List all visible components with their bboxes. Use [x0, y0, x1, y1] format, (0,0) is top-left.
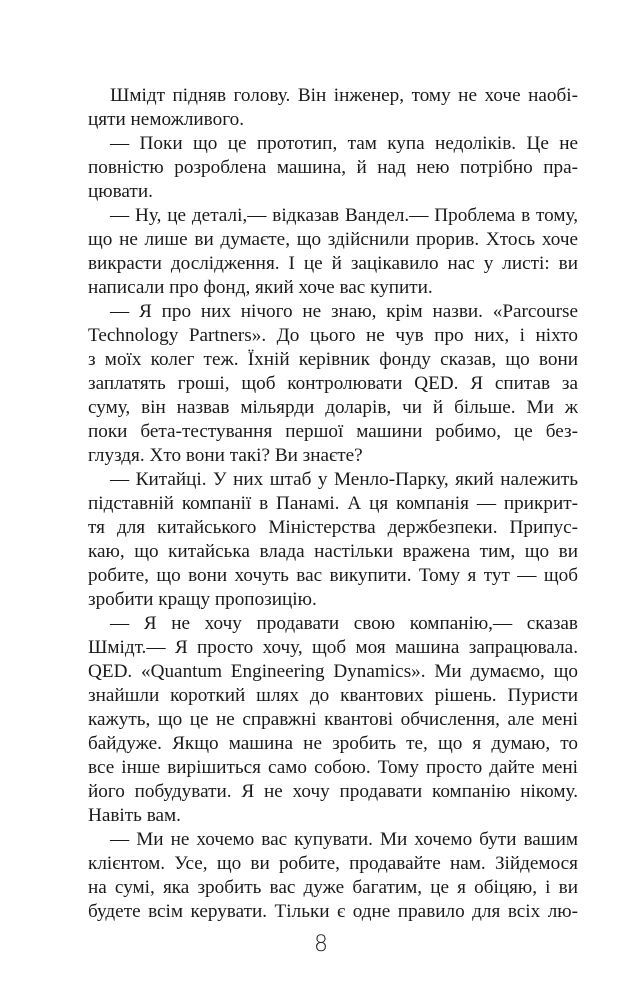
text-line: — Ми не хочемо вас купувати. Ми хочемо бути вашим	[110, 829, 578, 850]
text-line: поки бета-тестування першої машини робимо, це без-	[88, 421, 578, 442]
text-line: робите, що вони хочуть вас викупити. Тому я тут — щоб	[88, 565, 578, 586]
text-line: написали про фонд, який хоче вас купити.	[88, 277, 433, 298]
text-line: байдуже. Якщо машина не зробить те, що я думаю, то	[88, 733, 578, 754]
text-line: що не лише ви думаєте, що здійснили прорив. Хтось хоче	[88, 229, 578, 250]
text-line: знайшли короткий шлях до квантових рішень. Пуристи	[88, 685, 578, 706]
paragraph	[88, 612, 578, 828]
page-number: 8	[314, 932, 328, 957]
text-line: — Ну, це деталі,— відказав Вандел.— Проблема в тому,	[110, 205, 578, 226]
paragraph	[88, 132, 578, 204]
paragraph	[88, 828, 578, 924]
text-line: — Поки що це прототип, там купа недоліків. Це не	[110, 133, 578, 154]
text-line: — Китайці. У них штаб у Менло-Парку, який належить	[110, 469, 578, 490]
paragraph	[88, 468, 578, 612]
text-line: заплатять гроші, щоб контролювати QED. Я спитав за	[88, 373, 578, 394]
text-line: його побудувати. Я не хочу продавати компанію нікому.	[88, 781, 578, 802]
text-line: суму, він назвав мільярди доларів, чи й більше. Ми ж	[88, 397, 578, 418]
text-line: Шмідт підняв голову. Він інженер, тому не хоче наобі-	[110, 85, 578, 106]
paragraph	[88, 204, 578, 300]
text-line: тя для китайського Міністерства держбезпеки. Припус-	[88, 517, 578, 538]
text-line: на сумі, яка зробить вас дуже багатим, це я обіцяю, і ви	[88, 877, 578, 898]
text-line: все інше вирішиться само собою. Тому просто дайте мені	[88, 757, 578, 778]
text-line: з моїх колег теж. Їхній керівник фонду сказав, що вони	[88, 349, 578, 370]
text-line: цювати.	[88, 181, 153, 202]
text-line: каю, що китайська влада настільки вражена тим, що ви	[88, 541, 578, 562]
text-line: QED. «Quantum Engineering Dynamics». Ми думаємо, що	[88, 661, 578, 682]
book-page-text	[88, 84, 578, 924]
text-line: цяти неможливого.	[88, 109, 244, 130]
text-line: глуздя. Хто вони такі? Ви знаєте?	[88, 445, 363, 466]
paragraph	[88, 84, 578, 132]
text-line: підставній компанії в Панамі. А ця компанія — прикрит-	[88, 493, 578, 514]
text-line: повністю розроблена машина, й над нею потрібно пра-	[88, 157, 578, 178]
paragraph	[88, 300, 578, 468]
text-line: викрасти дослідження. І це й зацікавило нас у листі: ви	[88, 253, 578, 274]
text-line: кажуть, що це не справжні квантові обчислення, але мені	[88, 709, 578, 730]
text-line: — Я не хочу продавати свою компанію,— сказав	[110, 613, 578, 634]
text-line: Technology Partners». До цього не чув про них, і ніхто	[88, 325, 578, 346]
text-line: Навіть вам.	[88, 805, 181, 826]
text-line: — Я про них нічого не знаю, крім назви. «Parcourse	[110, 301, 578, 322]
text-line: зробити кращу пропозицію.	[88, 589, 317, 610]
text-line: будете всім керувати. Тільки є одне правило для всіх лю-	[88, 901, 578, 922]
text-line: Шмідт.— Я просто хочу, щоб моя машина запрацювала.	[88, 637, 578, 658]
text-line: клієнтом. Усе, що ви робите, продавайте нам. Зійдемося	[88, 853, 578, 874]
